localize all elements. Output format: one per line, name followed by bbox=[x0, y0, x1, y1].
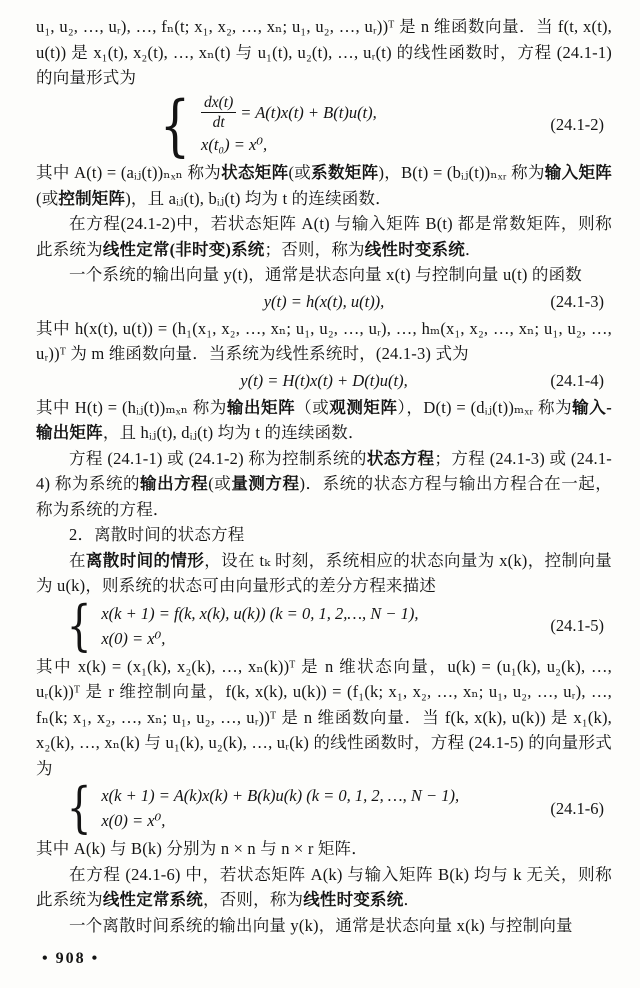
equation-line-2: x(0) = x⁰, bbox=[101, 628, 166, 648]
paragraph-equation-names: 方程 (24.1-1) 或 (24.1-2) 称为控制系统的状态方程；方程 (24.1-3) 或 (24.1-4) 称为系统的输出方程(或量测方程)．系统的状态方程与输出方程合在一起，称为系统的方程． bbox=[36, 448, 612, 519]
paragraph-discrete-case: 在离散时间的情形，设在 tₖ 时刻，系统相应的状态向量为 x(k)，控制向量为 u(k)，则系统的状态可由向量形式的差分方程来描述 bbox=[36, 550, 613, 596]
left-brace: { bbox=[66, 593, 92, 657]
equation-line-2: x(0) = x⁰, bbox=[101, 811, 166, 831]
equation-rhs: = A(t)x(t) + B(t)u(t), bbox=[240, 102, 377, 122]
equation-24-1-2 bbox=[36, 86, 612, 164]
paragraph-discrete-vectors: 其中 x(k) = (x₁(k), x₂(k), …, xₙ(k))ᵀ 是 n 维状态向量，u(k) = (u₁(k), u₂(k), …, uᵣ(k))ᵀ 是 r 维控制向量，f(k, x(k), u(k)) = (f₁(k; x₁, x₂, …, xₙ; u₁, u₂, …, uᵣ), …, fₙ(k; x₁, x₂, …, xₙ; u₁, u₂, …, uᵣ))ᵀ 是 n 维函数向量．当 f(k, x(k), u(k)) 是 x₁(k), x₂(k), …, xₙ(k) 与 u₁(k), u₂(k), …, uᵣ(k) 的线性函数时，方程 (24.1-5) 的向量形式为 bbox=[36, 656, 612, 778]
equation-line-1: x(k + 1) = A(k)x(k) + B(k)u(k) (k = 0, 1, 2, …, N − 1), bbox=[101, 786, 460, 806]
paragraph-h-function: 其中 h(x(t), u(t)) = (h₁(x₁, x₂, …, xₙ; u₁, u₂, …, uᵣ), …, hₘ(x₁, x₂, …, xₙ; u₁, u₂, …, uᵣ))ᵀ 为 m 维函数向量．当系统为线性系统时，(24.1-3) 式为 bbox=[36, 318, 612, 364]
equation-system-lines bbox=[101, 602, 418, 651]
equation-number: (24.1-2) bbox=[550, 115, 604, 135]
paragraph-constant-matrix: 在方程(24.1-2)中，若状态矩阵 A(t) 与输入矩阵 B(t) 都是常数矩阵，则称此系统为线性定常(非时变)系统；否则，称为线性时变系统． bbox=[36, 214, 612, 259]
equation-system-lines bbox=[101, 784, 459, 833]
equation-number: (24.1-6) bbox=[550, 798, 604, 818]
equation-line-1: x(k + 1) = f(k, x(k), u(k)) (k = 0, 1, 2,…, N − 1), bbox=[101, 603, 419, 623]
paragraph-discrete-constant: 在方程 (24.1-6) 中，若状态矩阵 A(k) 与输入矩阵 B(k) 均与 k 无关，则称此系统为线性定常系统，否则，称为线性时变系统． bbox=[36, 864, 612, 910]
paragraph-discrete-output: 一个离散时间系统的输出向量 y(k)，通常是状态向量 x(k) 与控制向量 bbox=[69, 915, 573, 935]
equation-body: y(t) = h(x(t), u(t)), bbox=[263, 291, 385, 311]
left-brace: { bbox=[66, 776, 92, 840]
equation-system-lines bbox=[201, 94, 377, 158]
paragraph-ab-dimensions: 其中 A(k) 与 B(k) 分别为 n × n 与 n × r 矩阵． bbox=[36, 839, 368, 859]
fraction-numerator: dx(t) bbox=[201, 94, 236, 114]
equation-line-1 bbox=[201, 94, 377, 133]
paragraph-output-vector: 一个系统的输出向量 y(t)，通常是状态向量 x(t) 与控制向量 u(t) 的函数 bbox=[69, 265, 582, 285]
paragraph-output-matrix: 其中 H(t) = (hᵢⱼ(t))ₘₓₙ 称为输出矩阵（或观测矩阵），D(t) = (dᵢⱼ(t))ₘₓᵣ 称为输入-输出矩阵，且 hᵢⱼ(t), dᵢⱼ(t) 均为 t 的连续函数． bbox=[36, 397, 612, 443]
equation-24-1-6 bbox=[36, 776, 612, 840]
left-brace: { bbox=[159, 86, 191, 164]
equation-number: (24.1-3) bbox=[550, 291, 604, 311]
paragraph-continuation: u₁, u₂, …, uᵣ), …, fₙ(t; x₁, x₂, …, xₙ; u₁, u₂, …, uᵣ))ᵀ 是 n 维函数向量．当 f(t, x(t), u(t)) 是 x₁(t), x₂(t), …, xₙ(t) 与 u₁(t), u₂(t), …, uᵣ(t) 的线性函数时，方程 (24.1-1) 的向量形式为 bbox=[36, 17, 612, 87]
equation-number: (24.1-5) bbox=[550, 616, 604, 636]
section-header-discrete-time: 2．离散时间的状态方程 bbox=[69, 525, 245, 545]
equation-24-1-3 bbox=[36, 289, 612, 315]
equation-24-1-5 bbox=[36, 593, 612, 657]
fraction-dxdt bbox=[201, 94, 236, 133]
equation-body: y(t) = H(t)x(t) + D(t)u(t), bbox=[240, 370, 408, 390]
equation-number: (24.1-4) bbox=[550, 370, 604, 390]
fraction-denominator: dt bbox=[212, 114, 225, 132]
paragraph-state-matrix: 其中 A(t) = (aᵢⱼ(t))ₙₓₙ 称为状态矩阵(或系数矩阵)，B(t) = (bᵢⱼ(t))ₙₓᵣ 称为输入矩阵(或控制矩阵)，且 aᵢⱼ(t), bᵢⱼ(t) 均为 t 的连续函数． bbox=[36, 163, 612, 208]
equation-line-2: x(t₀) = x⁰, bbox=[201, 135, 268, 155]
equation-24-1-4 bbox=[36, 368, 612, 394]
page-number: • 908 • bbox=[42, 950, 100, 967]
